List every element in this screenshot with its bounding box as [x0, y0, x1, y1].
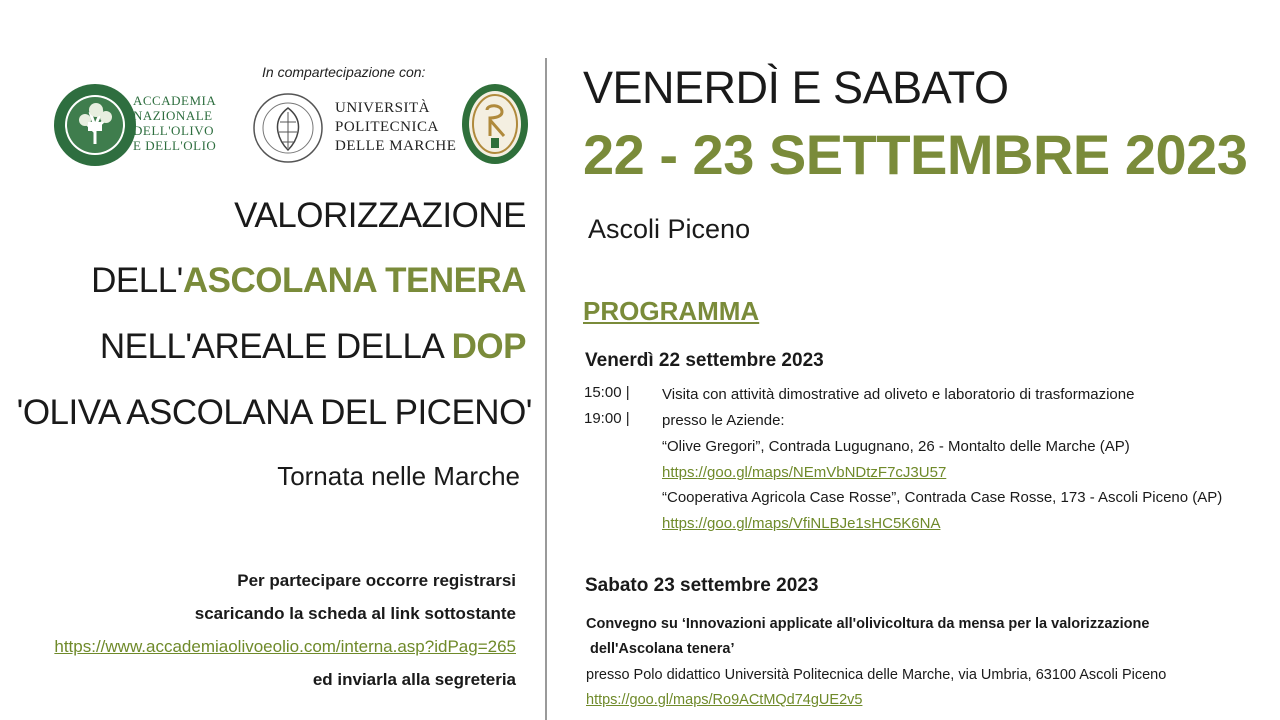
- map-link-case-rosse[interactable]: https://goo.gl/maps/VfiNLBJe1sHC5K6NA: [662, 515, 941, 532]
- accademia-logo-icon: [52, 82, 138, 168]
- programma-heading: PROGRAMMA: [583, 296, 760, 326]
- title-line-2: DELL'ASCOLANA TENERA: [91, 261, 526, 300]
- friday-line: “Cooperativa Agricola Case Rosse”, Contrada Case Rosse, 173 - Ascoli Piceno (AP): [662, 489, 1223, 506]
- map-link-polo-didattico[interactable]: https://goo.gl/maps/Ro9ACtMQd74gUE2v5: [586, 692, 863, 708]
- univpm-seal-icon: [252, 92, 324, 164]
- map-link-gregori[interactable]: https://goo.gl/maps/NEmVbNDtzF7cJ3U57: [662, 464, 947, 481]
- registration-link[interactable]: https://www.accademiaolivoeolio.com/interna.asp?idPag=265: [54, 637, 516, 656]
- friday-time-end: 19:00 |: [584, 410, 630, 427]
- title-line-4: 'OLIVA ASCOLANA DEL PICENO': [16, 393, 532, 432]
- saturday-line: presso Polo didattico Università Politecnica delle Marche, via Umbria, 63100 Ascoli Piceno: [586, 667, 1167, 683]
- accademia-name: ACCADEMIA NAZIONALE DELL'OLIVO E DELL'OLIO: [133, 93, 217, 153]
- friday-line: presso le Aziende:: [662, 412, 785, 429]
- title-highlight-ascolana: ASCOLANA TENERA: [182, 261, 526, 300]
- saturday-line: Convegno su ‘Innovazioni applicate all'olivicoltura da mensa per la valorizzazione: [586, 616, 1150, 632]
- event-city: Ascoli Piceno: [588, 214, 751, 244]
- registration-line-1: Per partecipare occorre registrarsi: [237, 571, 516, 590]
- title-highlight-dop: DOP: [451, 327, 526, 366]
- saturday-title: Sabato 23 settembre 2023: [585, 575, 819, 596]
- consiglio-regionale-logo-icon: [460, 82, 530, 166]
- registration-line-2: scaricando la scheda al link sottostante: [194, 604, 516, 623]
- univpm-name: UNIVERSITÀ POLITECNICA DELLE MARCHE: [335, 100, 457, 154]
- friday-time-start: 15:00 |: [584, 384, 630, 401]
- saturday-line: dell'Ascolana tenera’: [590, 641, 735, 657]
- title-line-1: VALORIZZAZIONE: [234, 196, 526, 235]
- friday-line: Visita con attività dimostrative ad oliveto e laboratorio di trasformazione: [662, 386, 1135, 403]
- subtitle: Tornata nelle Marche: [277, 461, 520, 491]
- friday-line: “Olive Gregori”, Contrada Lugugnano, 26 - Montalto delle Marche (AP): [662, 438, 1130, 455]
- event-days: VENERDÌ E SABATO: [583, 62, 1009, 113]
- event-dates: 22 - 23 SETTEMBRE 2023: [583, 123, 1248, 186]
- friday-title: Venerdì 22 settembre 2023: [585, 350, 824, 371]
- column-divider: [545, 58, 547, 720]
- title-line-3: NELL'AREALE DELLA DOP: [99, 327, 526, 366]
- co-participation-label: In compartecipazione con:: [262, 64, 426, 80]
- registration-line-3: ed inviarla alla segreteria: [312, 670, 516, 689]
